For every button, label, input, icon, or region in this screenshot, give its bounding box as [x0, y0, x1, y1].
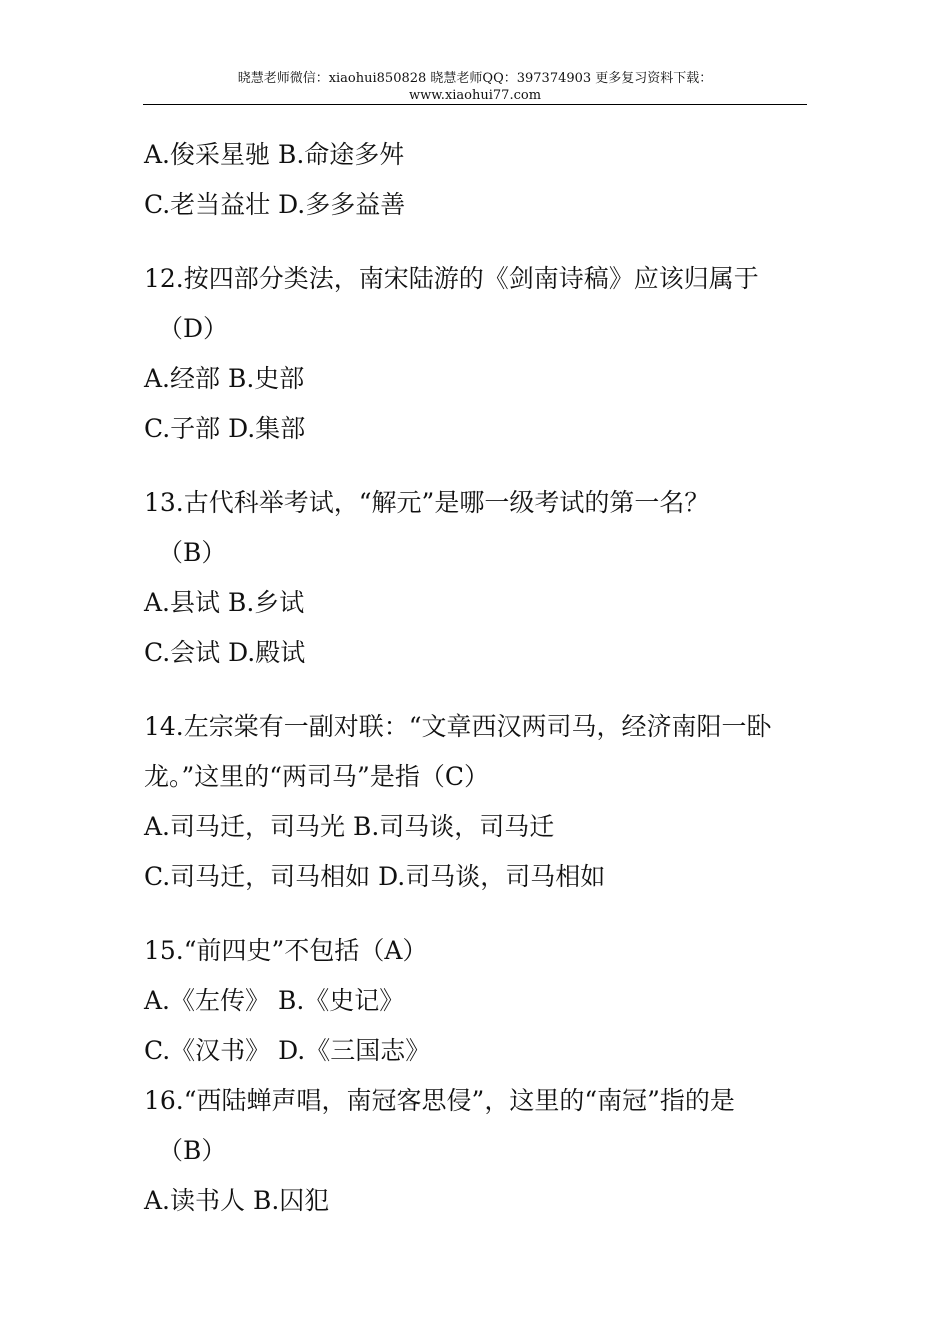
option-line-cd: C.子部 D.集部	[144, 414, 306, 443]
option-line-ab: A.县试 B.乡试	[144, 588, 305, 617]
header-divider	[143, 104, 807, 105]
question-stem: 15.“前四史”不包括（A）	[144, 936, 428, 965]
header-website-line: www.xiaohui77.com	[408, 88, 542, 103]
question-answer: （B）	[158, 538, 227, 567]
option-line-ab: A.《左传》 B.《史记》	[144, 986, 405, 1015]
question-15	[144, 926, 808, 1076]
question-14	[144, 702, 808, 902]
question-stem: 16.“西陆蝉声唱，南冠客思侵”，这里的“南冠”指的是	[144, 1086, 735, 1115]
question-13	[144, 478, 808, 678]
option-line-ab: A.俊采星驰 B.命途多舛	[144, 140, 405, 169]
question-stem-continued: 龙。”这里的“两司马”是指（C）	[144, 762, 489, 791]
option-line-cd: C.老当益壮 D.多多益善	[144, 190, 406, 219]
question-list	[144, 130, 808, 1226]
question-16	[144, 1076, 808, 1226]
question-12	[144, 254, 808, 454]
question-answer: （D）	[158, 314, 229, 343]
option-line-ab: A.经部 B.史部	[144, 364, 305, 393]
option-line-cd: C.司马迁，司马相如 D.司马谈，司马相如	[144, 862, 606, 891]
question-stem: 14.左宗棠有一副对联：“文章西汉两司马，经济南阳一卧	[144, 712, 772, 741]
question-11-options	[144, 130, 808, 230]
option-line-cd: C.会试 D.殿试	[144, 638, 306, 667]
question-answer: （B）	[158, 1136, 227, 1165]
page-header	[143, 70, 807, 104]
option-line-ab: A.读书人 B.囚犯	[144, 1186, 330, 1215]
option-line-ab: A.司马迁，司马光 B.司马谈，司马迁	[144, 812, 555, 841]
question-stem: 12.按四部分类法，南宋陆游的《剑南诗稿》应该归属于	[144, 264, 759, 293]
header-contact-line: 晓慧老师微信：xiaohui850828 晓慧老师QQ：397374903 更多复习资料下载：	[237, 71, 713, 86]
question-stem: 13.古代科举考试，“解元”是哪一级考试的第一名？	[144, 488, 710, 517]
option-line-cd: C.《汉书》 D.《三国志》	[144, 1036, 431, 1065]
